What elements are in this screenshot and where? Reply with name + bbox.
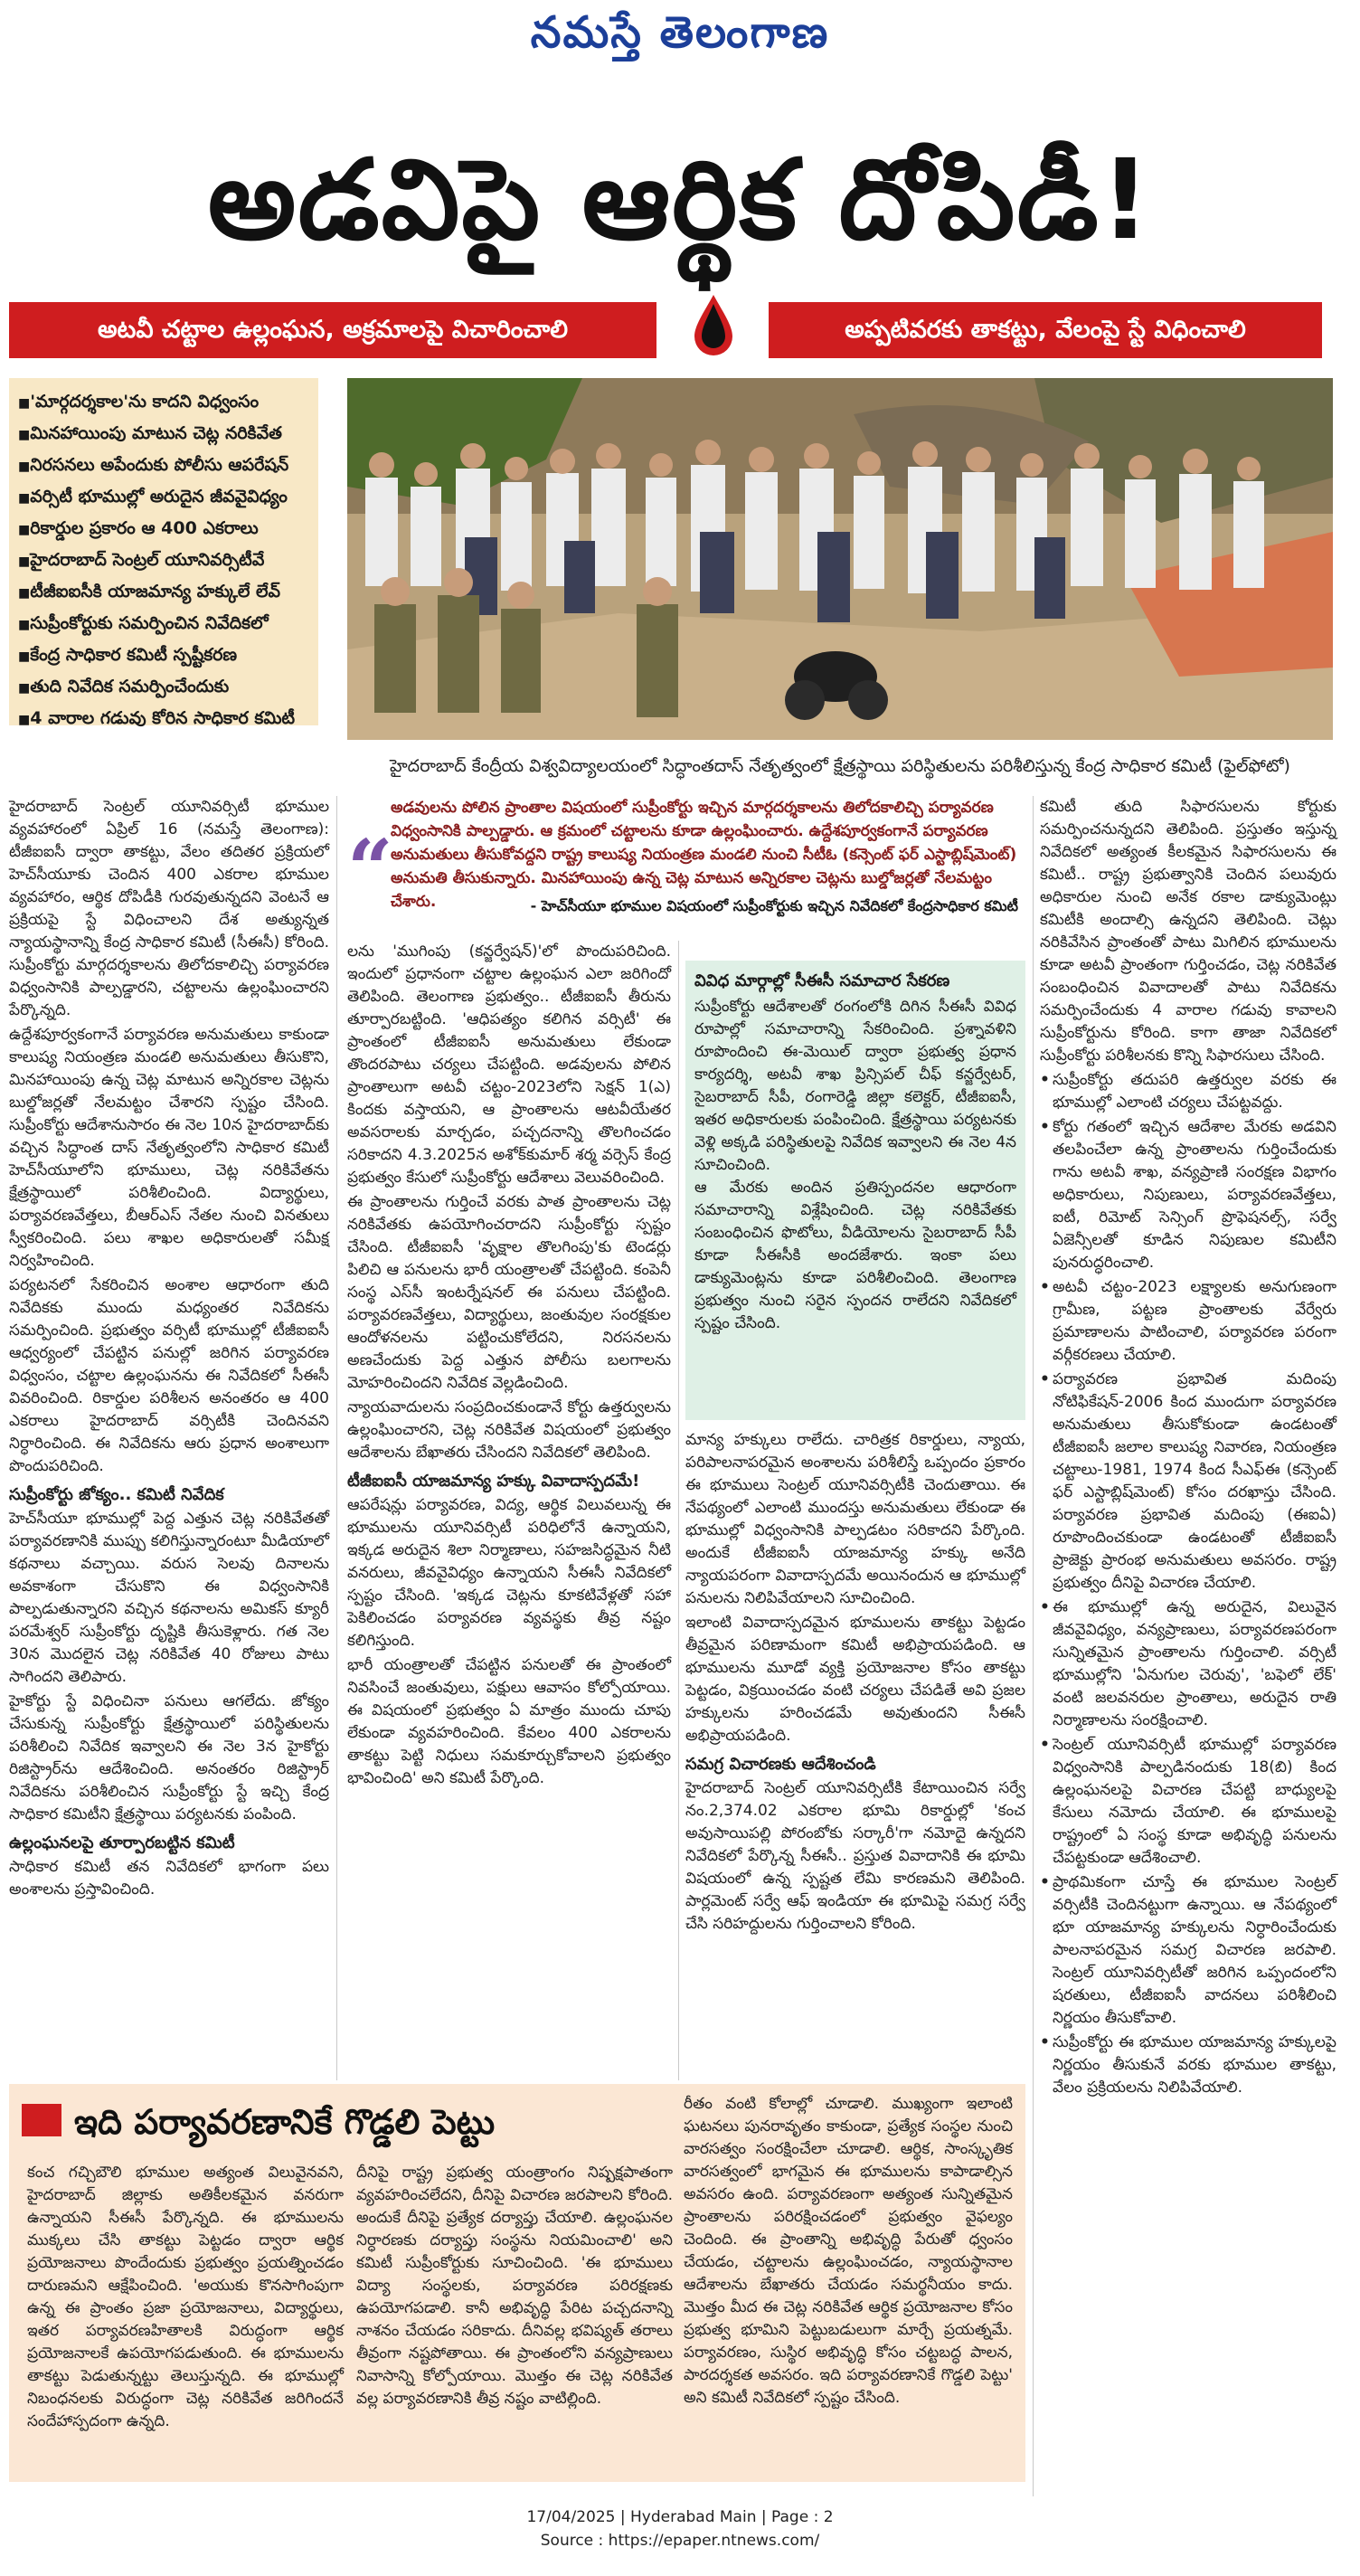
deck-right: అప్పటివరకు తాకట్టు, వేలంపై స్టే విధించాలి (769, 302, 1322, 358)
highlight-item: ■ మినహాయింపు మాటున చెట్ల నరికివేత (18, 419, 309, 450)
article-column-4 (1040, 796, 1336, 2496)
highlight-item: ■ రికార్డుల ప్రకారం ఆ 400 ఎకరాలు (18, 514, 309, 545)
recommendation-item: • ప్రాథమికంగా చూస్తే ఈ భూముల సెంట్రల్ వర్సిటీకి చెందినట్టుగా ఉన్నాయి. ఆ నేపథ్యంలో భూ యాజమాన్య హక్కులను నిర్ధారించేందుకు పాలనాపరమైన సమగ్ర విచారణ జరపాలి. సెంట్రల్ యూనివర్సిటీతో జరిగిన ఒప్పందంలోని షరతులు, టీజీఐఐసీ వాదనలు పరిశీలించి నిర్ణయం తీసుకోవాలి. (1040, 1871, 1336, 2030)
article-column-1 (9, 796, 329, 2106)
highlight-item: ■ కేంద్ర సాధికార కమిటీ స్పష్టీకరణ (18, 640, 309, 672)
highlights-box (9, 378, 318, 728)
pull-quote-source: - హెచ్‌సీయూ భూముల విషయంలో సుప్రీంకోర్టుకు ఇచ్చిన నివేదికలో కేంద్రసాధికార కమిటీ (530, 897, 1018, 914)
paragraph: పర్యటనలో సేకరించిన అంశాల ఆధారంగా తుది నివేదికకు ముందు మధ్యంతర నివేదికను సమర్పించింది. ప్రభుత్వం వర్సిటీ భూముల్లో టీజీఐఐసీ ఆధ్వర్యంలో చేపట్టిన పనుల్లో జరిగిన పర్యావరణ విధ్వంసం, చట్టాల ఉల్లంఘనను ఈ నివేదికలో సీఈసీ వివరించింది. రికార్డుల పరిశీలన అనంతరం ఆ 400 ఎకరాలు హైదరాబాద్ వర్సిటీకి చెందినవని నిర్ధారించింది. ఈ నివేదికను ఆరు ప్రధాన అంశాలుగా పొందుపరిచింది. (9, 1276, 329, 1475)
paragraph: ఆ మేరకు అందిన ప్రతిస్పందనల ఆధారంగా సమాచారాన్ని విశ్లేషించింది. చెట్ల నరికివేతకు సంబంధించిన ఫొటోలు, వీడియోలను సైబరాబాద్ సీపీ కూడా సీఈసీకి అందజేశారు. ఇంకా పలు డాక్యుమెంట్లను కూడా పరిశీలించింది. తెలంగాణ ప్రభుత్వం నుంచి సరైన స్పందన రాలేదని నివేదికలో స్పష్టం చేసింది. (694, 1179, 1016, 1332)
sidebar-box (9, 2084, 1025, 2482)
recommendations-list (1040, 1069, 1336, 2099)
highlights-list (18, 387, 309, 735)
paragraph: సాధికార కమిటీ తన నివేదికలో భాగంగా పలు అంశాలను ప్రస్తావించింది. (9, 1858, 329, 1899)
edition-info: 17/04/2025 | Hyderabad Main | Page : 2 (526, 2508, 834, 2526)
paragraph: మాన్య హక్కులు రాలేదు. చారిత్రక రికార్డులు, న్యాయ, పరిపాలనాపరమైన అంశాలను పరిశీలిస్తే ఒప్పందం ప్రకారం ఈ భూములు సెంట్రల్ యూనివర్సిటీకి చెందుతాయి. ఈ నేపథ్యంలో ఎలాంటి ముందస్తు అనుమతులు లేకుండా ఈ భూముల్లో విధ్వంసానికి పాల్పడటం సరికాదని పేర్కొంది. అందుకే టీజీఐఐసీ యాజమాన్య హక్కు అనేది న్యాయపరంగా వివాదాస్పదమే అయినందున ఆ భూముల్లో పనులను నిలిపివేయాలని సూచించింది. (685, 1431, 1025, 1607)
news-photo (347, 378, 1333, 740)
column-divider (336, 796, 337, 2080)
headline (27, 136, 1333, 280)
recommendation-item: • సెంట్రల్ యూనివర్సిటీ భూముల్లో పర్యావరణ విధ్వంసానికి పాల్పడినందుకు 18(బి) కింద ఉల్లంఘనలపై విచారణ చేపట్టి బాధ్యులపై కేసులు నమోదు చేయాలి. ఈ భూములపై రాష్ట్రంలో ఏ సంస్థ కూడా అభివృద్ధి పనులను చేపట్టకుండా ఆదేశించాలి. (1040, 1734, 1336, 1870)
paragraph: సుప్రీంకోర్టు ఆదేశాలతో రంగంలోకి దిగిన సీఈసీ వివిధ రూపాల్లో సమాచారాన్ని సేకరించింది. ప్రశ్నావళిని రూపొందించి ఈ-మెయిల్ ద్వారా ప్రభుత్వ ప్రధాన కార్యదర్శి, అటవీ శాఖ ప్రిన్సిపల్ చీఫ్ కన్జర్వేటర్, సైబరాబాద్ సీపీ, రంగారెడ్డి జిల్లా కలెక్టర్, టీజీఐఐసీ, ఇతర అధికారులకు పంపించింది. క్షేత్రస్థాయి పర్యటనకు వెళ్లి అక్కడి పరిస్థితులపై నివేదిక ఇవ్వాలని ఈ నెల 4న సూచించింది. (694, 998, 1016, 1174)
recommendation-item: • సుప్రీంకోర్టు ఈ భూముల యాజమాన్య హక్కులపై నిర్ణయం తీసుకునే వరకు భూముల తాకట్టు, వేలం ప్రక్రియలను నిలిపివేయాలి. (1040, 2031, 1336, 2099)
highlight-item: ■ వర్సిటీ భూముల్లో అరుదైన జీవవైవిధ్యం (18, 482, 309, 514)
headline-text: అడవిపై ఆర్థిక దోపిడీ! (207, 136, 1153, 264)
info-gathering-box (685, 961, 1025, 1420)
article-column-3 (685, 1429, 1025, 2106)
highlight-item: ■ నిరసనలు అపేందుకు పోలీసు ఆపరేషన్ (18, 450, 309, 482)
recommendation-item: • అటవీ చట్టం-2023 లక్ష్యాలకు అనుగుణంగా గ్రామీణ, పట్టణ ప్రాంతాలకు వేర్వేరు ప్రమాణాలను పాటించాలి, పర్యావరణ పరంగా వర్గీకరణలు చేయాలి. (1040, 1276, 1336, 1367)
recommendation-item: • సుప్రీంకోర్టు తదుపరి ఉత్తర్వుల వరకు ఈ భూముల్లో ఎలాంటి చర్యలు చేపట్టవద్దు. (1040, 1069, 1336, 1114)
highlight-item: ■ హైదరాబాద్ సెంట్రల్ యూనివర్సిటీవే (18, 545, 309, 577)
page-footer (0, 2505, 1360, 2560)
paragraph: న్యాయవాదులను సంప్రదించకుండానే కోర్టు ఉత్తర్వులను ఉల్లంఘించారని, చెట్ల నరికివేత విషయంలో ప్రభుత్వం ఆదేశాలను బేఖాతరు చేసిందని నివేదికలో తెలిపింది. (347, 1398, 671, 1462)
paragraph: హైదరాబాద్ సెంట్రల్ యూనివర్సిటీకి కేటాయించిన సర్వే నం.2,374.02 ఎకరాల భూమి రికార్డుల్లో 'కంచ అవుసాయిపల్లి పోరంబోకు సర్కారీ'గా నమోదై ఉన్నదని నివేదికలో పేర్కొన్న సీఈసీ.. ప్రస్తుత వివాదానికి ఈ భూమి విషయంలో ఉన్న స్పష్టత లేమి కారణమని తెలిపింది. పార్లమెంట్ సర్వే ఆఫ్ ఇండియా ఈ భూమిపై సమగ్ర సర్వే చేసి సరిహద్దులను గుర్తించాలని కోరింది. (685, 1779, 1025, 1933)
highlight-item: ■ 'మార్గదర్శకాల'ను కాదని విధ్వంసం (18, 387, 309, 419)
sidebar-column-2: దీనిపై రాష్ట్ర ప్రభుత్వ యంత్రాంగం నిష్పక్షపాతంగా వ్యవహరించలేదని, దీనిపై విచారణ జరపాలని కోరింది. అందుకే దీనిపై ప్రత్యేక దర్యాప్తు చేయాలి. ఉల్లంఘనల నిర్ధారణకు దర్యాప్తు సంస్థను నియమించాలి' అని కమిటీ సుప్రీంకోర్టుకు సూచించింది. 'ఈ భూములు విద్యా సంస్థలకు, పర్యావరణ పరిరక్షణకు ఉపయోగపడాలి. కానీ అభివృద్ధి పేరిట పచ్చదనాన్ని నాశనం చేయడం సరికాదు. దీనివల్ల భవిష్యత్ తరాలు తీవ్రంగా నష్టపోతాయి. ఈ ప్రాంతంలోని వన్యప్రాణులు నివాసాన్ని కోల్పోయాయి. మొత్తం ఈ చెట్ల నరికివేత వల్ల పర్యావరణానికి తీవ్ర నష్టం వాటిల్లింది. (356, 2164, 673, 2408)
quote-icon: “ (347, 821, 393, 915)
paragraph: లను 'ముగింపు (కన్జర్వేషన్)'లో పొందుపరిచింది. ఇందులో ప్రధానంగా చట్టాల ఉల్లంఘన ఎలా జరిగిందో తెలిపింది. తెలంగాణ ప్రభుత్వం.. టీజీఐఐసీ తీరును తూర్పారబట్టింది. 'ఆధిపత్యం కలిగిన వర్సిటీ' ఈ ప్రాంతంలో టీజీఐఐసీ అనుమతులు లేకుండా తొందరపాటు చర్యలు చేపట్టింది. అడవులను పోలిన ప్రాంతాలుగా అటవీ చట్టం-2023లోని సెక్షన్ 1(ఎ) కిందకు వస్తాయని, ఆ ప్రాంతాలను ఆటవీయేతర అవసరాలకు మార్చడం, పచ్చదనాన్ని తొలగించడం సరికాదని 4.3.2025న అశోక్‌కుమార్ శర్మ వర్సెస్ కేంద్ర ప్రభుత్వం కేసులో సుప్రీంకోర్టు ఆదేశాలు వెలువరించింది. (347, 942, 671, 1187)
paragraph: భారీ యంత్రాలతో చేపట్టిన పనులతో ఈ ప్రాంతంలో నివసించే జంతువులు, పక్షులు ఆవాసం కోల్పోయాయి. ఈ విషయంలో ప్రభుత్వం ఏ మాత్రం ముందు చూపు లేకుండా వ్యవహరించింది. కేవలం 400 ఎకరాలను తాకట్టు పెట్టి నిధులు సమకూర్చుకోవాలని ప్రభుత్వం భావించింది' అని కమిటీ పేర్కొంది. (347, 1656, 671, 1787)
paragraph: ఆపరేషన్లు పర్యావరణ, విద్య, ఆర్థిక విలువలున్న ఈ భూములను యూనివర్సిటీ పరిధిలోనే ఉన్నాయని, ఇక్కడ అరుదైన శిలా నిర్మాణాలు, సహజసిద్ధమైన నీటి వనరులు, జీవవైవిధ్యం ఉన్నాయని సీఈసీ నివేదికలో స్పష్టం చేసింది. 'ఇక్కడ చెట్లను కూకటివేళ్లతో సహా పెకిలించడం పర్యావరణ వ్యవస్థకు తీవ్ర నష్టం కలిగిస్తుంది. (347, 1496, 671, 1650)
photo-caption: హైదరాబాద్ కేంద్రీయ విశ్వవిద్యాలయంలో సిద్ధాంతదాస్ నేతృత్వంలో క్షేత్రస్థాయి పరిస్థితులను పరిశీలిస్తున్న కేంద్ర సాధికార కమిటీ (ఫైల్‌ఫోటో) (390, 756, 1290, 776)
sidebar-column-3: రీతం వంటి కోలాల్లో చూడాలి. ముఖ్యంగా ఇలాంటి ఘటనలు పునరావృతం కాకుండా, ప్రత్యేక సంస్థల నుంచి వారసత్వం సంరక్షించేలా చూడాలి. ఆర్థిక, సాంస్కృతిక వారసత్వంలో భాగమైన ఈ భూములను కాపాడాల్సిన అవసరం ఉంది. పర్యావరణంగా అత్యంత సున్నితమైన ప్రాంతాలను పరిరక్షించడంలో ప్రభుత్వం వైఫల్యం చెందింది. ఈ ప్రాంతాన్ని అభివృద్ధి పేరుతో ధ్వంసం చేయడం, చట్టాలను ఉల్లంఘించడం, న్యాయస్థానాల ఆదేశాలను బేఖాతరు చేయడం సమర్థనీయం కాదు. మొత్తం మీద ఈ చెట్ల నరికివేత ఆర్థిక ప్రయోజనాల కోసం ప్రభుత్వ భూమిని పెట్టుబడులుగా మార్చే ప్రయత్నమే. పర్యావరణం, సుస్థిర అభివృద్ధి కోసం చట్టబద్ధ పాలన, పారదర్శకత అవసరం. ఇది పర్యావరణానికే గొడ్డలి పెట్టు' అని కమిటీ నివేదికలో స్పష్టం చేసింది. (684, 2095, 1013, 2407)
paragraph: హైకోర్టు స్టే విధించినా పనులు ఆగలేదు. జోక్యం చేసుకున్న సుప్రీంకోర్టు క్షేత్రస్థాయిలో పరిస్థితులను పరిశీలించి నివేదిక ఇవ్వాలని ఈ నెల 3న హైకోర్టు రిజిస్ట్రార్‌ను ఆదేశించింది. అనంతరం రిజిస్ట్రార్ నివేదికను పరిశీలించిన సుప్రీంకోర్టు స్టే ఇచ్చి కేంద్ర సాధికార కమిటీని క్షేత్రస్థాయి పర్యటనకు పంపింది. (9, 1692, 329, 1823)
highlight-item: ■ 4 వారాల గడువు కోరిన సాధికార కమిటీ (18, 704, 309, 735)
section-marker-icon (22, 2104, 61, 2136)
source-link[interactable]: Source : https://epaper.ntnews.com/ (540, 2532, 820, 2550)
paragraph: హెచ్‌సీయూ భూముల్లో పెద్ద ఎత్తున చెట్ల నరికివేతతో పర్యావరణానికి ముప్పు కలిగిస్తున్నారంటూ మీడియాలో కథనాలు వచ్చాయి. వరుస సెలవు దినాలను అవకాశంగా చేసుకొని ఈ విధ్వంసానికి పాల్పడుతున్నారని వచ్చిన కథనాలను అమికస్ క్యూరీ పరమేశ్వర్ సుప్రీంకోర్టు దృష్టికి తీసుకెళ్లారు. గత నెల 30న మొదలైన చెట్ల నరికివేత 40 రోజులు పాటు సాగిందని తెలిపారు. (9, 1510, 329, 1686)
highlight-item: ■ తుది నివేదిక సమర్పించేందుకు (18, 672, 309, 704)
column-divider (678, 941, 679, 2080)
subheading: సమగ్ర విచారణకు ఆదేశించండి (685, 1755, 876, 1774)
sidebar-column-1: కంచ గచ్చిబౌలి భూముల అత్యంత విలువైనవని, హైదరాబాద్ జిల్లాకు అతికీలకమైన వనరుగా ఉన్నాయని సీఈసీ పేర్కొన్నది. ఈ భూములను ముక్కలు చేసి తాకట్టు పెట్టడం ద్వారా ఆర్థిక ప్రయోజనాలు పొందేందుకు ప్రభుత్వం ప్రయత్నించడం దారుణమని ఆక్షేపించింది. 'అయుకు కొనసాగింపుగా ఉన్న ఈ ప్రాంతం ప్రజా ప్రయోజనాలు, విద్యార్థులు, ఇతర పర్యావరణహితాలకి విరుద్ధంగా ఆర్థిక ప్రయోజనాలకే ఉపయోగపడుతుంది. ఈ భూములను తాకట్టు పెడుతున్నట్టు తెలుస్తున్నది. ఈ భూముల్లో నిబంధనలకు విరుద్ధంగా చెట్ల నరికివేత జరిగిందనే సందేహాస్పదంగా ఉన్నది. (27, 2164, 344, 2430)
paragraph: ఇలాంటి వివాదాస్పదమైన భూములను తాకట్టు పెట్టడం తీవ్రమైన పరిణామంగా కమిటీ అభిప్రాయపడింది. ఆ భూములను మూడో వ్యక్తి ప్రయోజనాల కోసం తాకట్టు పెట్టడం, విక్రయించడం వంటి చర్యలు చేపడితే అవి ప్రజల హక్కులను హరించడమే అవుతుందని సీఈసీ అభిప్రాయపడింది. (685, 1614, 1025, 1745)
masthead (0, 0, 1360, 67)
subheading: సుప్రీంకోర్టు జోక్యం.. కమిటీ నివేదిక (9, 1485, 224, 1504)
subheading: వివిధ మార్గాల్లో సీఈసీ సమాచార సేకరణ (694, 971, 950, 990)
recommendation-item: • కోర్టు గతంలో ఇచ్చిన ఆదేశాల మేరకు అడవిని తలపించేలా ఉన్న ప్రాంతాలను గుర్తించేందుకు గాను అటవీ శాఖ, వన్యప్రాణి సంరక్షణ విభాగం అధికారులు, నిపుణులు, పర్యావరణవేత్తలు, ఐటీ, రిమోట్ సెన్సింగ్ ప్రొఫెషనల్స్, సర్వే ఏజెన్సీలతో కూడిన నిపుణుల కమిటీని పునరుద్ధరించాలి. (1040, 1116, 1336, 1274)
blood-drop-icon (687, 291, 740, 358)
recommendation-item: • ఈ భూముల్లో ఉన్న అరుదైన, విలువైన జీవవైవిధ్యం, వన్యప్రాణులు, పర్యావరణపరంగా సున్నితమైన ప్రాంతాలను గుర్తించాలి. వర్సిటీ భూముల్లోని 'ఏనుగుల చెరువు', 'బఫెలో లేక్' వంటి జలవనరుల ప్రాంతాలు, అరుదైన రాతి నిర్మాణాలను సంరక్షించాలి. (1040, 1596, 1336, 1732)
paragraph: ఉద్దేశపూర్వకంగానే పర్యావరణ అనుమతులు కాకుండా కాలుష్య నియంత్రణ మండలి అనుమతులు తీసుకొని, మినహాయింపు ఉన్న చెట్ల మాటున అన్నిరకాల చెట్లను బుల్డోజర్లతో నేలమట్టం చేశారని స్పష్టం చేసింది. సుప్రీంకోర్టు ఆదేశానుసారం ఈ నెల 10న హైదరాబాద్‌కు వచ్చిన సిద్ధాంత దాస్ నేతృత్వంలోని సాధికార కమిటీ హెచ్‌సీయూలోని భూములు, చెట్ల నరికివేతను క్షేత్రస్థాయిలో పరిశీలించింది. విద్యార్థులు, పర్యావరణవేత్తలు, బీఆర్ఎస్ నేతల నుంచి వినతులు స్వీకరించింది. పలు శాఖల అధికారులతో సమీక్ష నిర్వహించింది. (9, 1026, 329, 1270)
sidebar-heading: ఇది పర్యావరణానికే గొడ్డలి పెట్టు (74, 2102, 496, 2142)
recommendation-item: • పర్యావరణ ప్రభావిత మదింపు నోటిఫికేషన్-2006 కింద ముందుగా పర్యావరణ అనుమతులు తీసుకోకుండా ఉండటంతో టీజీఐఐసీ జలాల కాలుష్య నివారణ, నియంత్రణ చట్టాలు-1981, 1974 కింద సీఎఫ్‌ఈ (కన్సెంట్ ఫర్ ఎస్టాబ్లిష్‌మెంట్) కోసం దరఖాస్తు చేసింది. పర్యావరణ ప్రభావిత మదింపు (ఈఐఏ) రూపొందించకుండా ఉండటంతో టీజీఐఐసీ ప్రాజెక్టు ప్రారంభ అనుమతులు అవసరం. రాష్ట్ర ప్రభుత్వం దీనిపై విచారణ చేయాలి. (1040, 1368, 1336, 1595)
paragraph: కమిటీ తుది సిఫారసులను కోర్టుకు సమర్పించనున్నదని తెలిపింది. ప్రస్తుతం ఇస్తున్న నివేదికలో అత్యంత కీలకమైన సిఫారసులను ఈ కమిటీ.. రాష్ట్ర ప్రభుత్వానికి చెందిన పలువురు అధికారుల నుంచి అనేక రకాల డాక్యుమెంట్లు కమిటీకి అందాల్సి ఉన్నదని తెలిపింది. చెట్లు నరికివేసిన ప్రాంతంతో పాటు మిగిలిన భూములను కూడా అటవీ ప్రాంతంగా గుర్తించడం, చెట్ల నరికివేత సంబంధించిన వివాదాలతో పాటు నివేదికను సమర్పించేందుకు 4 వారాల గడువు కావాలని సుప్రీంకోర్టును కోరింది. కాగా తాజా నివేదికలో సుప్రీంకోర్టు పరిశీలనకు కొన్ని సిఫారసులు చేసింది. (1040, 798, 1336, 1065)
deck-left: అటవీ చట్టాల ఉల్లంఘన, అక్రమాలపై విచారించాలి (9, 302, 656, 358)
paragraph: ఈ ప్రాంతాలను గుర్తించే వరకు పాత ప్రాంతాలను చెట్ల నరికివేతకు ఉపయోగించరాదని సుప్రీంకోర్టు స్పష్టం చేసింది. టీజీఐఐసీ 'వృక్షాల తొలగింపు'కు టెండర్లు పిలిచి ఆ పనులను భారీ యంత్రాలతో చేపట్టింది. కంపెనీ సంస్థ ఎస్‌సీ ఇంటర్నేషనల్ ఈ పనులు చేపట్టింది. పర్యావరణవేత్తలు, విద్యార్థులు, జంతువుల సంరక్షకుల ఆందోళనలను పట్టించుకోలేదని, నిరసనలను అణచేందుకు పెద్ద ఎత్తున పోలీసు బలగాలను మోహరించిందని నివేదిక వెల్లడించింది. (347, 1193, 671, 1392)
article-column-2 (347, 941, 671, 2106)
masthead-title: నమస్తే తెలంగాణ (530, 7, 830, 58)
subheading: ఉల్లంఘనలపై తూర్పారబట్టిన కమిటీ (9, 1833, 235, 1852)
pull-quote-text: అడవులను పోలిన ప్రాంతాల విషయంలో సుప్రీంకోర్టు ఇచ్చిన మార్గదర్శకాలను తిలోదకాలిచ్చి పర్యావరణ విధ్వంసానికి పాల్పడ్డారు. ఆ క్రమంలో చట్టాలను కూడా ఉల్లంఘించారు. ఉద్దేశపూర్వకంగానే పర్యావరణ అనుమతులు తీసుకోవద్దని రాష్ట్ర కాలుష్య నియంత్రణ మండలి నుంచి సీటీఓ (కన్సెంట్ ఫర్ ఎస్టాబ్లిష్‌మెంట్) అనుమతి తీసుకున్నారు. మినహాయింపు ఉన్న చెట్ల మాటున అన్నిరకాల చెట్లను బుల్డోజర్లతో నేలమట్టం చేశారు. (391, 799, 1017, 911)
subheading: టీజీఐఐసీ యాజమాన్య హక్కు వివాదాస్పదమే! (347, 1472, 640, 1491)
paragraph: హైదరాబాద్ సెంట్రల్ యూనివర్సిటీ భూముల వ్యవహారంలో ఏప్రిల్ 16 (నమస్తే తెలంగాణ): టీజీఐఐసీ ద్వారా తాకట్టు, వేలం తదితర ప్రక్రియలో హెచ్‌సీయూకు చెందిన 400 ఎకరాల భూముల వ్యవహారం, ఆర్థిక దోపిడీకి గురవుతున్నదని వెంటనే ఆ ప్రక్రియపై స్టే విధించాలని దేశ అత్యున్నత న్యాయస్థానాన్ని కేంద్ర సాధికార కమిటీ (సీఈసీ) కోరింది. సుప్రీంకోర్టు మార్గదర్శకాలను తిలోదకాలిచ్చి పర్యావరణ విధ్వంసానికి పాల్పడ్డారని, చట్టాలను ఉల్లంఘించారని పేర్కొన్నది. (9, 798, 329, 1019)
highlight-item: ■ టీజీఐఐసీకి యాజమాన్య హక్కులే లేవ్ (18, 577, 309, 609)
highlight-item: ■ సుప్రీంకోర్టుకు సమర్పించిన నివేదికలో (18, 609, 309, 640)
column-divider (1033, 796, 1034, 2496)
